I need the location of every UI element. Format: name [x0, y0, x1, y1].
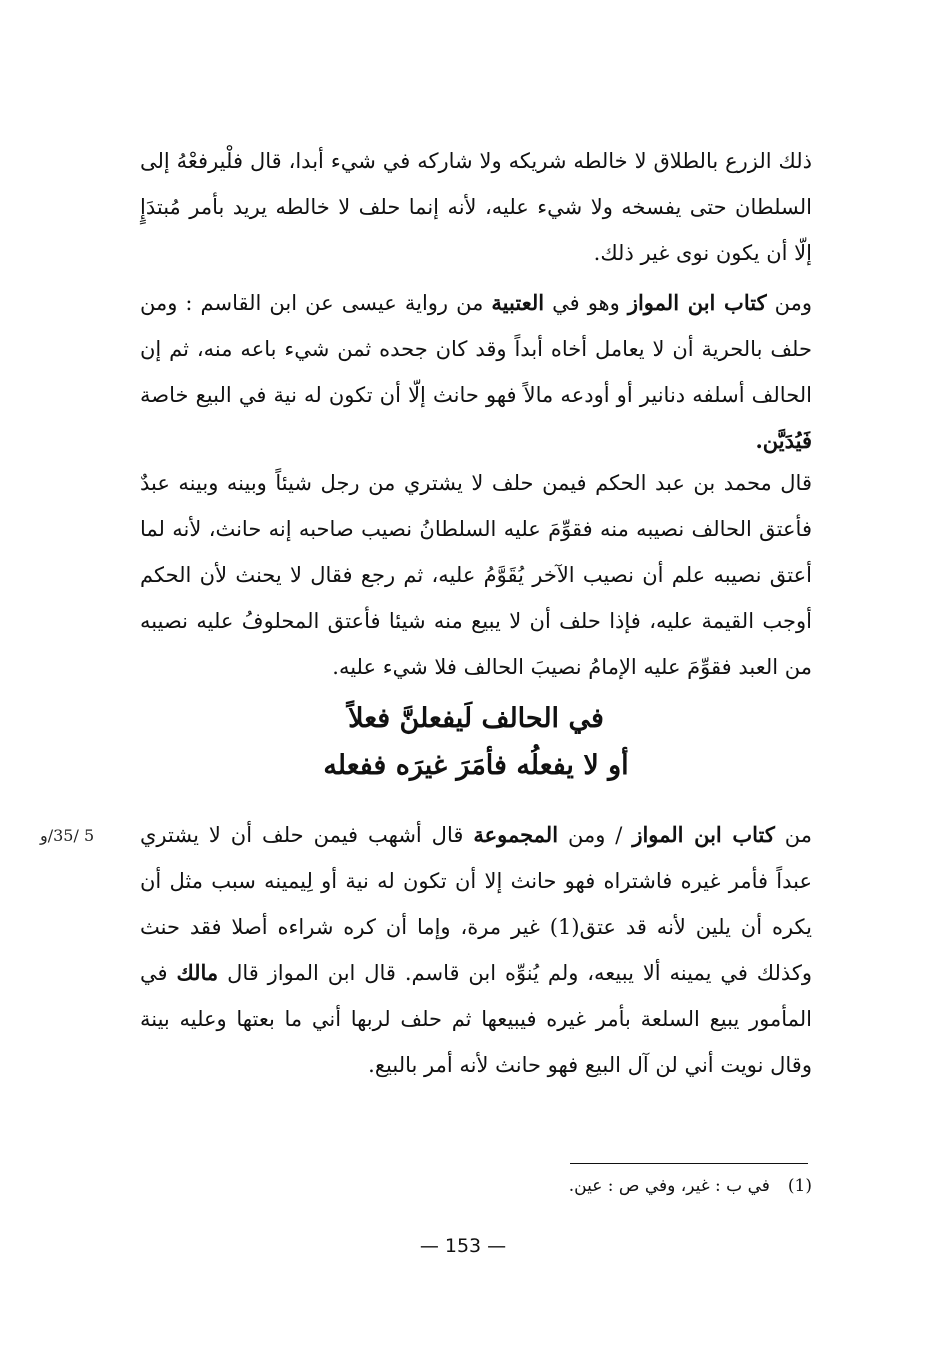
text-run: / ومن	[558, 823, 633, 847]
paragraph-3	[140, 460, 812, 690]
bold-reference: مالك	[176, 960, 219, 985]
text-run: في المأمور يبيع السلعة بأمر غيره فيبيعها ثم حلف لربها أني ما بعتها وعليه بينة وقال نويت أني لن آل البيع فهو حانث لأنه أمر بالبيع.	[140, 961, 812, 1077]
footnote-number: (1)	[787, 1176, 812, 1196]
manuscript-folio-note: 5 /35/و	[40, 826, 95, 845]
paragraph-1	[140, 138, 812, 276]
bold-reference: فَيُدَيَّن.	[755, 428, 812, 453]
text-run: وهو في	[544, 291, 628, 315]
paragraph-4	[140, 812, 812, 1088]
paragraph-2	[140, 280, 812, 464]
section-heading-line-2: أو لا يفعلُه فأمَرَ غيرَه ففعله	[323, 750, 629, 781]
footnote-separator	[570, 1163, 808, 1164]
bold-reference: كتاب ابن المواز	[632, 822, 775, 847]
text-run: ومن	[766, 291, 813, 315]
text-run: من رواية عيسى عن ابن القاسم : ومن حلف بالحرية أن لا يعامل أخاه أبداً وقد كان جحده ثمن شيء باعه منه، ثم إن الحالف أسلفه دنانير أو أودعه مالاً فهو حانث إلّا أن تكون له نية في البيع خاصة	[140, 291, 812, 407]
text-run: ذلك الزرع بالطلاق لا خالطه شريكه ولا شاركه في شيء أبدا، قال فلْيرفعْهُ إلى السلطان حتى يفسخه ولا شيء عليه، لأنه إنما حلف لا خالطه يريد بأمر مُبتدَإٍ إلّا أن يكون نوى غير ذلك.	[140, 149, 812, 265]
footnote	[540, 1170, 812, 1202]
section-heading-line-1: في الحالف لَيفعلنَّ فعلاً	[348, 703, 604, 734]
text-run: من	[774, 823, 812, 847]
bold-reference: المجموعة	[473, 822, 559, 847]
text-run: قال محمد بن عبد الحكم فيمن حلف لا يشتري من رجل شيئاً وبينه وبينه عبدٌ فأعتق الحالف نصيبه منه فقوِّمَ عليه السلطانُ نصيب صاحبه إنه حانث، لأنه لما أعتق نصيبه علم أن نصيب الآخر يُقَوَّمُ عليه، ثم رجع فقال لا يحنث لأن الحكم أوجب القيمة عليه، فإذا حلف أن لا يبيع منه شيئا فأعتق المحلوفُ عليه نصيبه من العبد فقوِّمَ عليه الإمامُ نصيبَ الحالف فلا شيء عليه.	[140, 471, 812, 679]
page-number: — 153 —	[419, 1235, 507, 1257]
bold-reference: العتبية	[491, 290, 545, 315]
bold-reference: كتاب ابن المواز	[627, 290, 767, 315]
footnote-text: في ب : غير، وفي ص : عين.	[568, 1176, 770, 1196]
text-run: قال أشهب فيمن حلف أن لا يشتري عبداً فأمر غيره فاشتراه فهو حانث إلا أن تكون له نية أو لِيمينه سبب مثل أن يكره أن يلين لأنه قد عتق(1) غير مرة، وإما أن كره شراءه أصلا فقد حنث وكذلك في يمينه ألا يبيعه، ولم يُنوِّه ابن قاسم. قال ابن المواز قال	[140, 823, 813, 985]
